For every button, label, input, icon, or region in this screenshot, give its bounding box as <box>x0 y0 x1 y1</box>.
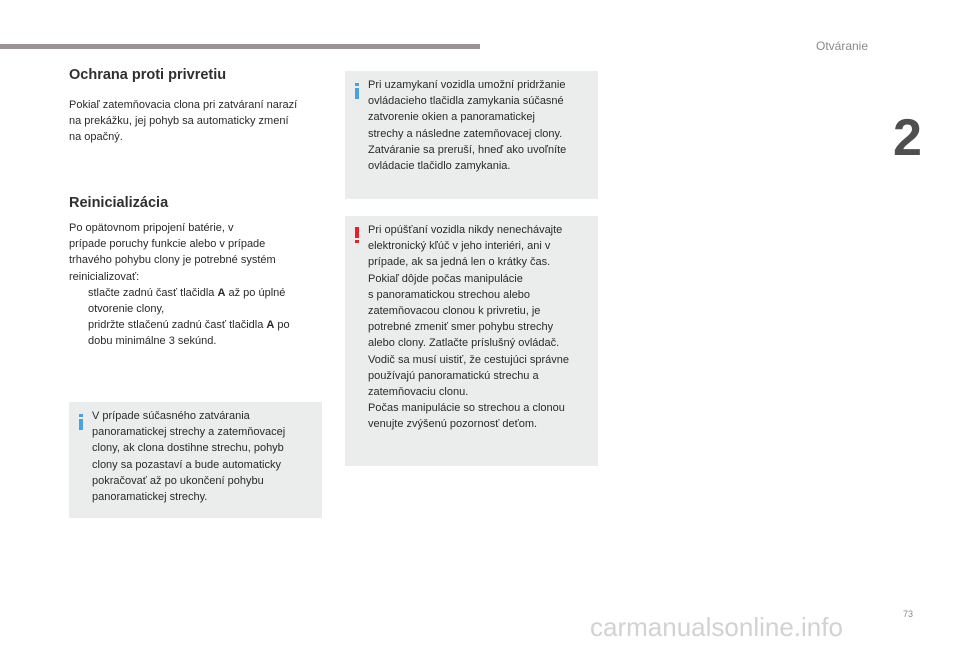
warning-line: Pri opúšťaní vozidla nikdy nenechávajte <box>368 224 563 236</box>
warning-line: zatemňovacou clonou k privretiu, je <box>368 305 541 318</box>
note-line: ovládacieho tlačidla zamykania súčasné <box>368 95 564 108</box>
paragraph-anti-pinch <box>69 97 297 146</box>
note-line: clony sa pozastaví a bude automaticky <box>92 458 281 471</box>
note-line: clony, ak clona dostihne strechu, pohyb <box>92 442 284 455</box>
warning-icon <box>354 227 360 243</box>
watermark: carmanualsonline.info <box>590 612 843 642</box>
section-title: Otváranie <box>816 39 869 53</box>
bullet-text: dobu minimálne 3 sekúnd. <box>88 335 217 348</box>
info-icon <box>78 414 84 430</box>
heading-reinitialization: Reinicializácia <box>69 195 169 211</box>
paragraph-reinitialization <box>69 220 276 285</box>
note-line: panoramatickej strechy a zatemňovacej <box>92 426 286 439</box>
text-line: prípade poruchy funkcie alebo v prípade <box>69 238 266 251</box>
bullet-text: po <box>274 319 290 331</box>
note-line: Pri uzamykaní vozidla umožní pridržanie <box>368 79 566 91</box>
chapter-number: 2 <box>893 109 922 167</box>
warning-line: venujte zvýšenú pozornosť deťom. <box>368 418 538 431</box>
warning-line: alebo clony. Zatlačte príslušný ovládač. <box>368 337 560 350</box>
bullet-text: až po úplné <box>225 287 286 299</box>
note-line: V prípade súčasného zatvárania <box>92 410 250 422</box>
warning-line: zatemňovaciu clonu. <box>368 386 469 399</box>
warning-line: elektronický kľúč v jeho interiéri, ani v <box>368 240 551 253</box>
info-icon <box>354 83 360 99</box>
warning-box <box>345 216 598 466</box>
warning-line: používajú panoramatickú strechu a <box>368 369 539 382</box>
list-item <box>69 317 339 350</box>
text-line: Pokiaľ zatemňovacia clona pri zatváraní narazí <box>69 99 298 111</box>
info-note-box <box>69 402 322 518</box>
bullet-text: stlačte zadnú časť tlačidla <box>88 287 218 299</box>
warning-line: Vodič sa musí uistiť, že cestujúci správne <box>368 353 569 366</box>
note-line: Zatváranie sa preruší, hneď ako uvoľníte <box>368 143 567 156</box>
warning-line: s panoramatickou strechou alebo <box>368 288 531 301</box>
text-line: Po opätovnom pripojení batérie, v <box>69 222 234 234</box>
warning-line: potrebné zmeniť smer pohybu strechy <box>368 321 554 334</box>
heading-anti-pinch: Ochrana proti privretiu <box>69 67 227 83</box>
text-line: na opačný. <box>69 131 123 144</box>
warning-line: Počas manipulácie so strechou a clonou <box>368 402 565 415</box>
header-rule <box>0 44 480 49</box>
text-line: na prekážku, jej pohyb sa automaticky zmení <box>69 115 289 128</box>
text-line: trhavého pohybu clony je potrebné systém <box>69 254 276 267</box>
note-line: panoramatickej strechy. <box>92 491 208 504</box>
warning-line: Pokiaľ dôjde počas manipulácie <box>368 272 523 285</box>
button-key: A <box>266 319 275 331</box>
bullet-text: otvorenie clony, <box>88 303 165 316</box>
note-line: zatvorenie okien a panoramatickej <box>368 111 535 124</box>
note-line: pokračovať až po ukončení pohybu <box>92 474 264 487</box>
note-line: ovládacie tlačidlo zamykania. <box>368 160 511 173</box>
list-item <box>69 285 339 318</box>
page-number: 73 <box>903 609 914 619</box>
bullet-text: pridržte stlačenú zadnú časť tlačidla <box>88 319 267 331</box>
button-key: A <box>217 287 226 299</box>
text-line: reinicializovať: <box>69 270 140 283</box>
note-line: strechy a následne zatemňovacej clony. <box>368 127 563 140</box>
warning-line: prípade, ak sa jedná len o krátky čas. <box>368 256 551 269</box>
info-note-box <box>345 71 598 199</box>
